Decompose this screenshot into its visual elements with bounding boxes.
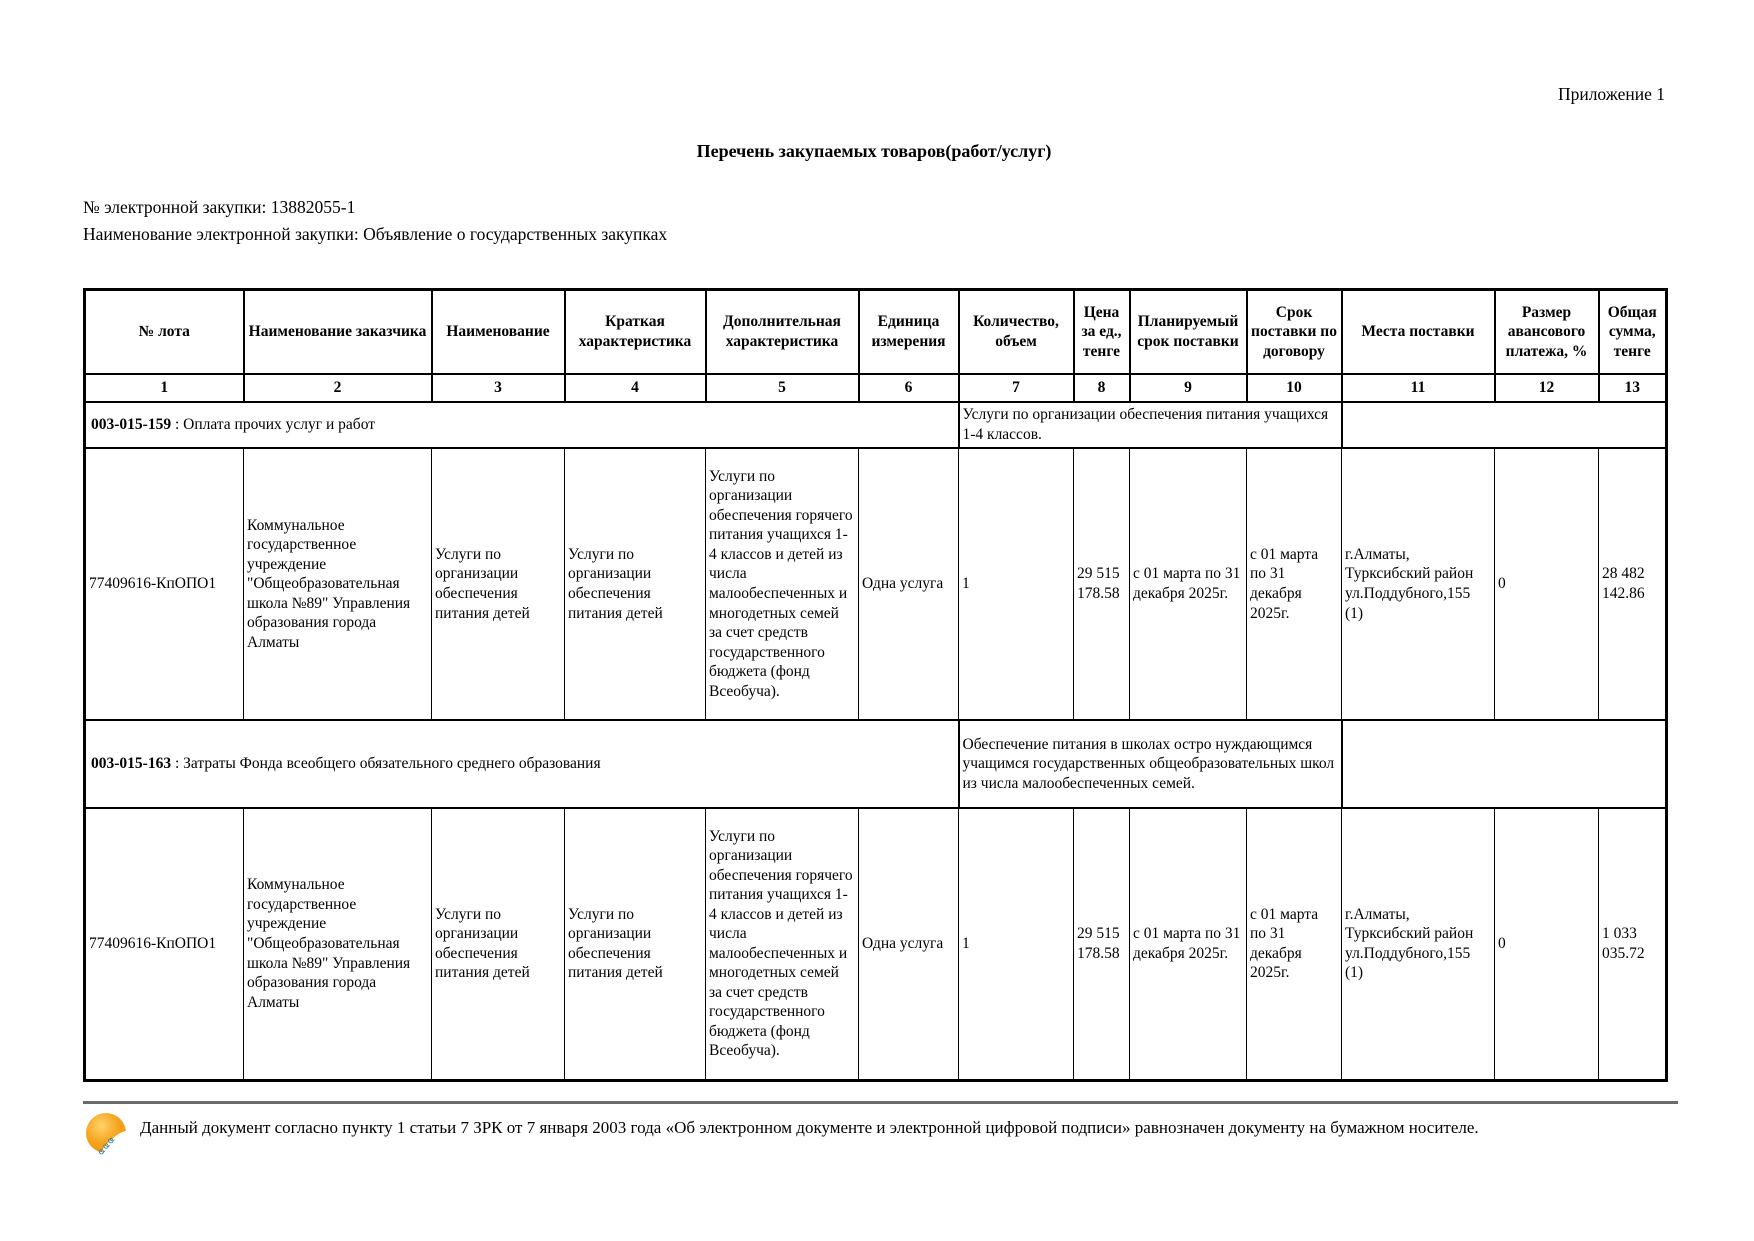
page-title: Перечень закупаемых товаров(работ/услуг) <box>696 141 1052 161</box>
column-number: 4 <box>565 374 706 402</box>
group-row <box>85 402 1667 448</box>
cell-additional-spec: Услуги по организации обеспечения горячего питания учащихся 1-4 классов и детей из числа малообеспеченных и многодетных семей за счет средств государственного бюджета (фонд Всеобуча). <box>706 448 859 720</box>
group-empty-cell <box>1342 402 1667 448</box>
cell-unit: Одна услуга <box>859 448 959 720</box>
column-number: 11 <box>1342 374 1495 402</box>
cell-contract-term: с 01 марта по 31 декабря 2025г. <box>1247 448 1342 720</box>
group-empty-cell <box>1342 720 1667 808</box>
cell-unit-price: 29 515 178.58 <box>1074 448 1130 720</box>
col-header-contract-term: Срок поставки по договору <box>1247 290 1342 375</box>
col-header-total-sum: Общая сумма, тенге <box>1599 290 1667 375</box>
cell-additional-spec: Услуги по организации обеспечения горячего питания учащихся 1-4 классов и детей из числа малообеспеченных и многодетных семей за счет средств государственного бюджета (фонд Всеобуча). <box>706 808 859 1080</box>
group-label <box>85 720 959 808</box>
stamp-ornament-glyphs: ҩҩҩ <box>96 1133 118 1158</box>
column-number: 12 <box>1495 374 1599 402</box>
footer-legal-text: Данный документ согласно пункту 1 статьи 7 ЗРК от 7 января 2003 года «Об электронном документе и электронной цифровой подписи» равнозначен документу на бумажном носителе. <box>140 1117 1479 1137</box>
cell-unit-price: 29 515 178.58 <box>1074 808 1130 1080</box>
group-code: 003-015-163 <box>91 755 172 773</box>
cell-advance-percent: 0 <box>1495 448 1599 720</box>
col-header-customer: Наименование заказчика <box>244 290 432 375</box>
col-header-brief-spec: Краткая характеристика <box>565 290 706 375</box>
egov-stamp-icon <box>83 1111 131 1165</box>
col-header-lot-number: № лота <box>85 290 244 375</box>
cell-delivery-places: г.Алматы, Турксибский район ул.Поддубного,155 (1) <box>1342 808 1495 1080</box>
column-number: 3 <box>432 374 565 402</box>
purchase-number-line: № электронной закупки: 13882055-1 <box>83 197 356 217</box>
purchase-meta <box>83 194 1665 248</box>
purchase-name-line: Наименование электронной закупки: Объявление о государственных закупках <box>83 224 668 244</box>
col-header-unit-price: Цена за ед., тенге <box>1074 290 1130 375</box>
column-number: 2 <box>244 374 432 402</box>
cell-lot-number: 77409616-КпОПО1 <box>85 448 244 720</box>
col-header-unit: Единица измерения <box>859 290 959 375</box>
cell-brief-spec: Услуги по организации обеспечения питания детей <box>565 808 706 1080</box>
cell-name: Услуги по организации обеспечения питания детей <box>432 448 565 720</box>
cell-customer: Коммунальное государственное учреждение "Общеобразовательная школа №89" Управления образования города Алматы <box>244 448 432 720</box>
column-number-row <box>85 374 1667 402</box>
column-number: 10 <box>1247 374 1342 402</box>
cell-brief-spec: Услуги по организации обеспечения питания детей <box>565 448 706 720</box>
document-page <box>83 0 1665 1165</box>
cell-total-sum: 28 482 142.86 <box>1599 448 1667 720</box>
column-number: 9 <box>1130 374 1247 402</box>
column-number: 7 <box>959 374 1074 402</box>
column-number: 8 <box>1074 374 1130 402</box>
column-number: 1 <box>85 374 244 402</box>
cell-customer: Коммунальное государственное учреждение "Общеобразовательная школа №89" Управления образования города Алматы <box>244 808 432 1080</box>
table-header-row <box>85 290 1667 375</box>
col-header-name: Наименование <box>432 290 565 375</box>
column-number: 5 <box>706 374 859 402</box>
procurement-table <box>83 288 1668 1082</box>
col-header-delivery-places: Места поставки <box>1342 290 1495 375</box>
cell-lot-number: 77409616-КпОПО1 <box>85 808 244 1080</box>
cell-contract-term: с 01 марта по 31 декабря 2025г. <box>1247 808 1342 1080</box>
group-title: : Оплата прочих услуг и работ <box>171 416 376 434</box>
group-description: Услуги по организации обеспечения питания учащихся 1-4 классов. <box>959 402 1342 448</box>
group-code: 003-015-159 <box>91 416 172 434</box>
group-title: : Затраты Фонда всеобщего обязательного среднего образования <box>171 755 601 773</box>
group-label <box>85 402 959 448</box>
table-row <box>85 808 1667 1080</box>
appendix-label: Приложение 1 <box>1557 84 1665 104</box>
cell-advance-percent: 0 <box>1495 808 1599 1080</box>
col-header-advance-percent: Размер авансового платежа, % <box>1495 290 1599 375</box>
cell-unit: Одна услуга <box>859 808 959 1080</box>
col-header-planned-term: Планируемый срок поставки <box>1130 290 1247 375</box>
column-number: 6 <box>859 374 959 402</box>
cell-name: Услуги по организации обеспечения питания детей <box>432 808 565 1080</box>
group-description: Обеспечение питания в школах остро нуждающимся учащимся государственных общеобразовательных школ из числа малообеспеченных семей. <box>959 720 1342 808</box>
cell-quantity: 1 <box>959 808 1074 1080</box>
col-header-additional-spec: Дополнительная характеристика <box>706 290 859 375</box>
footer-divider <box>83 1101 1678 1104</box>
cell-planned-term: с 01 марта по 31 декабря 2025г. <box>1130 448 1247 720</box>
cell-delivery-places: г.Алматы, Турксибский район ул.Поддубного,155 (1) <box>1342 448 1495 720</box>
col-header-quantity: Количество, объем <box>959 290 1074 375</box>
group-row <box>85 720 1667 808</box>
cell-total-sum: 1 033 035.72 <box>1599 808 1667 1080</box>
column-number: 13 <box>1599 374 1667 402</box>
cell-quantity: 1 <box>959 448 1074 720</box>
footer <box>83 1111 1665 1165</box>
table-row <box>85 448 1667 720</box>
cell-planned-term: с 01 марта по 31 декабря 2025г. <box>1130 808 1247 1080</box>
